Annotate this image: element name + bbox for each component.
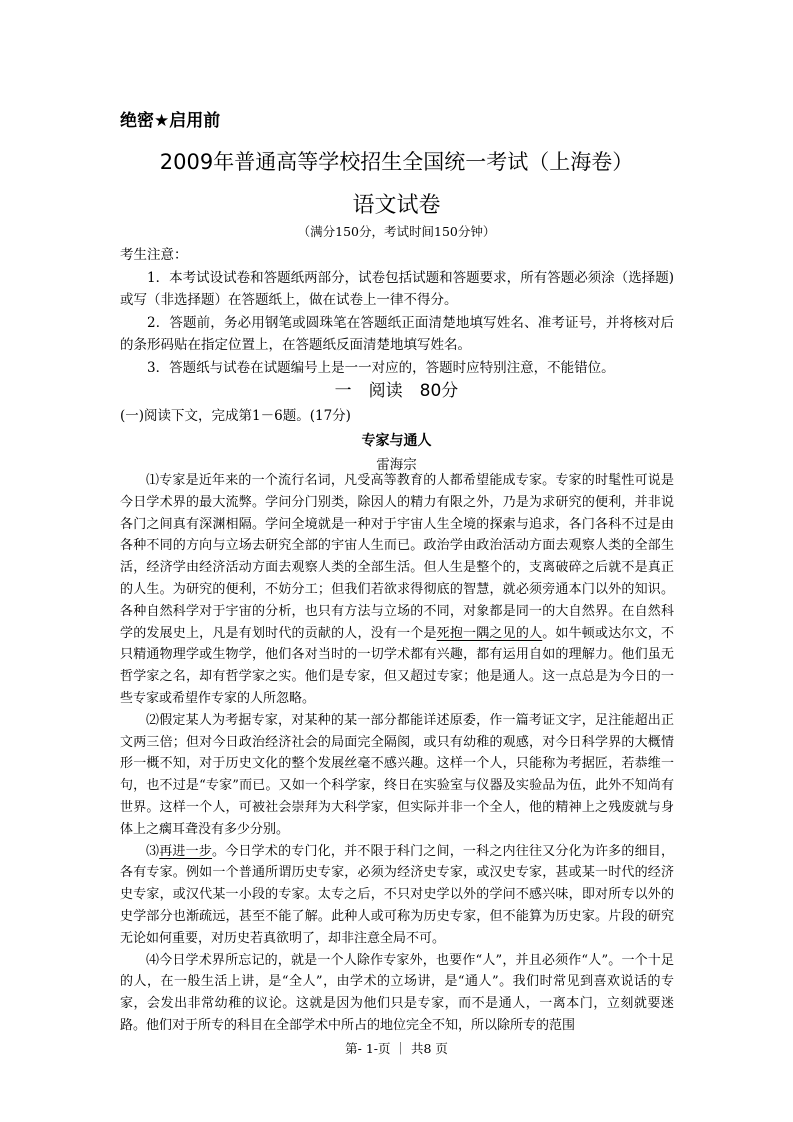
article-title: 专家与通人 [361, 433, 432, 449]
page-footer: 第- 1-页 ｜ 共8 页 [345, 1041, 448, 1056]
p3-text-a: ⑶ [146, 843, 160, 859]
score-info: （满分150分，考试时间150分钟） [297, 224, 496, 239]
secret-mark: 绝密★启用前 [120, 111, 221, 131]
exam-subtitle: 语文试卷 [352, 193, 441, 218]
p1-underlined: 死抱一隅之见的人 [436, 625, 543, 641]
exam-title: 2009年普通高等学校招生全国统一考试（上海卷） [159, 150, 634, 174]
paragraph-4: ⑷今日学术界所忘记的，就是一个人除作专家外，也要作“人”，并且必须作“人”。一个十足的人，在一般生活上讲，是“全人”，由学术的立场讲，是“通人”。我们时常见到喜欢说话的专家，会发出非常幼稚的议论。这就是因为他们只是专家，而不是通人，一离本门，立刻就要迷路。他们对于所专的科目在全部学术中所占的地位完全不知，所以除所专的范围 [120, 952, 674, 1033]
p3-underlined: 再进一步 [159, 843, 213, 859]
paragraph-2: ⑵假定某人为考据专家，对某种的某一部分都能详述原委，作一篇考证文字，足注能超出正文两三倍；但对今日政治经济社会的局面完全隔阂，或只有幼稚的观感，对今日科学界的大概情形一概不知，对于历史文化的整个发展丝毫不感兴趣。这样一个人，只能称为考据匠，若恭维一句，也不过是“专家”而已。又如一个科学家，终日在实验室与仪器及实验品为伍，此外不知尚有世界。这样一个人，可被社会崇拜为大科学家，但实际并非一个全人，他的精神上之残废就与身体上之瘸耳聋没有多少分别。 [120, 712, 674, 837]
article-body [120, 470, 674, 1037]
note-item: 2．答题前，务必用钢笔或圆珠笔在答题纸正面清楚地填写姓名、准考证号，并将核对后的条形码贴在指定位置上，在答题纸反面清楚地填写姓名。 [120, 314, 674, 353]
note-item: 3．答题纸与试卷在试题编号上是一一对应的，答题时应特别注意，不能错位。 [147, 359, 615, 376]
p1-text-a: ⑴专家是近年来的一个流行名词，凡受高等教育的人都希望能成专家。专家的时髦性可说是今日学术界的最大流弊。学问分门别类，除因人的精力有限之外，乃是为求研究的便利，并非说各门之间真有深渊相隔。学问全境就是一种对于宇宙人生全境的探索与追求，各门各科不过是由各种不同的方向与立场去研究全部的宇宙人生而已。政治学由政治活动方面去观察人类的全部生活，经济学由经济活动方面去观察人类的全部生活。但人生是整个的，支离破碎之后就不是真正的人生。为研究的便利，不妨分工；但我们若欲求得彻底的智慧，就必须旁通本门以外的知识。各种自然科学对于宇宙的分析，也只有方法与立场的不同，对象都是同一的大自然界。在自然科学的发展史上，凡是有划时代的贡献的人，没有一个是 [120, 473, 674, 641]
section-title: 一 阅读 80分 [334, 381, 459, 401]
candidate-notes [120, 244, 674, 379]
note-item: 1．本考试设试卷和答题纸两部分，试卷包括试题和答题要求，所有答题必须涂（选择题)或写（非选择题）在答题纸上，做在试卷上一律不得分。 [120, 269, 674, 308]
article-author: 雷海宗 [376, 457, 417, 473]
notes-heading: 考生注意： [120, 247, 188, 263]
paragraph-1 [120, 470, 674, 710]
p3-text-b: 。今日学术的专门化，并不限于科门之间，一科之内往往又分化为许多的细目，各有专家。例如一个普通所谓历史专家，必须为经济史专家，或汉史专家，甚或某一时代的经济史专家，或汉代某一小段的专家。太专之后，不只对史学以外的学问不感兴味，即对所专以外的史学部分也渐疏远，甚至不能了解。此种人或可称为历史专家，但不能算为历史家。片段的研究无论如何重要，对历史若真欲明了，却非注意全局不可。 [120, 843, 674, 946]
paragraph-3 [120, 841, 674, 950]
p1-text-b: 。如牛顿或达尔文，不只精通物理学或生物学，他们各对当时的一切学术都有兴趣，都有运用自如的理解力。他们虽无哲学家之名，却有哲学家之实。他们是专家，但又超过专家；他是通人。这一点总是为今日的一些专家或希望作专家的人所忽略。 [120, 625, 674, 706]
section-intro: (一)阅读下文，完成第1－6题。(17分) [120, 408, 351, 424]
